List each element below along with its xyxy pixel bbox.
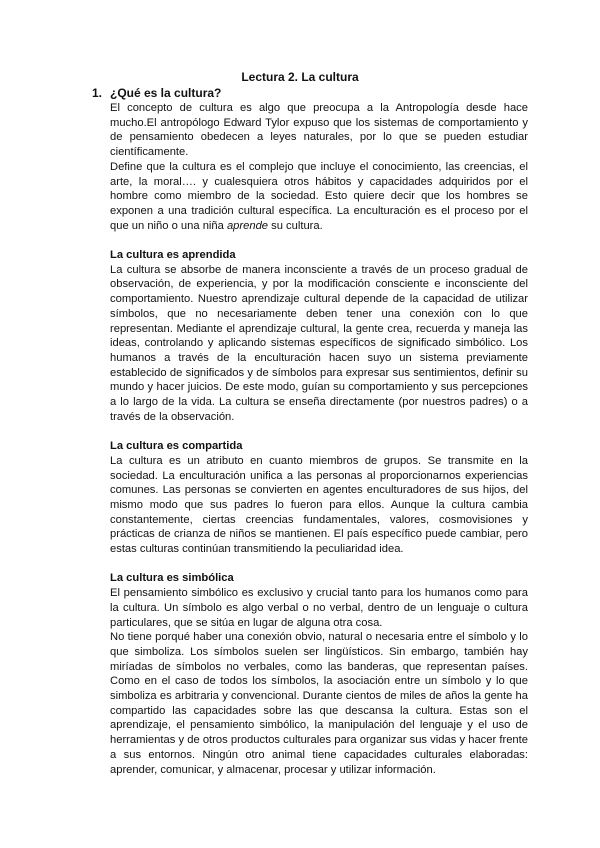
spacer <box>110 233 528 248</box>
spacer <box>110 557 528 572</box>
emphasis-aprende: aprende <box>226 219 269 232</box>
paragraph-compartida: La cultura es un atributo en cuanto miembros de grupos. Se transmite en la sociedad. La enculturación unifica a las personas al proporcionarnos experiencias comunes. Las personas se convierten en agentes enculturadores de sus hijos, del mismo modo que sus padres lo fueron para ellos. Aunque la cultura cambia constantemente, ciertas creencias fundamentales, valores, cosmovisiones y prácticas de crianza de niños se mantienen. El país específico puede cambiar, pero estas culturas continúan transmitiendo la peculiaridad idea. <box>110 454 528 556</box>
heading-compartida: La cultura es compartida <box>110 440 243 453</box>
paragraph-definicion-text: Define que la cultura es el complejo que incluye el conocimiento, las creencias, el arte, la moral…. y cualesquiera otros hábitos y capacidades adquiridos por el hombre como miembro de la sociedad. Esto quiere decir que los hombres se exponen a una tradición cultural específica. La enculturación es el proceso por el que un niño o una niña <box>110 160 528 232</box>
document-body <box>110 101 528 777</box>
section-heading-text: ¿Qué es la cultura? <box>110 86 222 100</box>
paragraph-definicion <box>110 160 528 234</box>
paragraph-aprendida: La cultura se absorbe de manera inconsciente a través de un proceso gradual de observación, de experiencia, y por la modificación consciente e inconsciente del comportamiento. Nuestro aprendizaje cultural depende de la capacidad de utilizar símbolos, que no necesariamente deben tener una conexión con lo que representan. Mediante el aprendizaje cultural, la gente crea, recuerda y maneja las ideas, controlando y aplicando sistemas específicos de significado simbólico. Los humanos a través de la enculturación hacen suyo un sistema previamente establecido de significados y de símbolos para expresar sus sentimientos, definir su mundo y hacer juicios. De este modo, guían su comportamiento y sus percepciones a lo largo de la vida. La cultura se enseña directamente (por nuestros padres) o a través de la observación. <box>110 263 528 423</box>
heading-aprendida: La cultura es aprendida <box>110 249 236 262</box>
paragraph-simbolica-1: El pensamiento simbólico es exclusivo y crucial tanto para los humanos como para la cultura. Un símbolo es algo verbal o no verbal, dentro de un lenguaje o cultura particulares, que se sitúa en lugar de alguna otra cosa. <box>110 587 528 629</box>
document-title: Lectura 2. La cultura <box>241 70 359 84</box>
section-number: 1. <box>92 86 103 100</box>
paragraph-definicion-end: su cultura. <box>268 219 323 232</box>
section-heading-que-es <box>92 86 221 101</box>
paragraph-simbolica-2: No tiene porqué haber una conexión obvio, natural o necesaria entre el símbolo y lo que simboliza. Los símbolos suelen ser lingüísticos. Sin embargo, también hay miríadas de símbolos no verbales, como las banderas, que representan países. Como en el caso de todos los símbolos, la asociación entre un símbolo y lo que simboliza es arbitraria y convencional. Durante cientos de miles de años la gente ha compartido las capacidades sobre las que descansa la cultura. Estas son el aprendizaje, el pensamiento simbólico, la manipulación del lenguaje y el uso de herramientas y de otros productos culturales para organizar sus vidas y hacer frente a sus entornos. Ningún otro animal tiene capacidades culturales elaboradas: aprender, comunicar, y almacenar, procesar y utilizar información. <box>110 631 528 776</box>
spacer <box>110 424 528 439</box>
paragraph-tylor: El concepto de cultura es algo que preocupa a la Antropología desde hace mucho.El antropólogo Edward Tylor expuso que los sistemas de comportamiento y de pensamiento obedecen a leyes naturales, por lo que se pueden estudiar científicamente. <box>110 102 528 159</box>
heading-simbolica: La cultura es simbólica <box>110 572 234 585</box>
